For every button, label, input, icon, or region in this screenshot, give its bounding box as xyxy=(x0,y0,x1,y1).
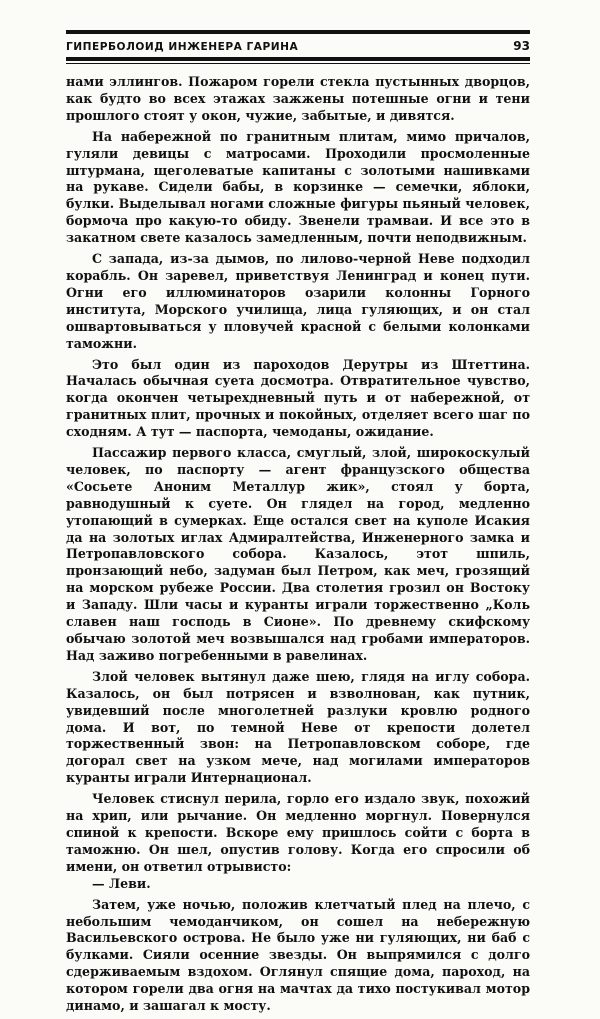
paragraph: Человек стиснул перила, горло его издало звук, похожий на хрип, или рычание. Он медленно моргнул. Повернулся спиной к крепости. Вскоре ему пришлось сойти с борта в таможню. Он шел, опустив голову. Когда его спросили об имени, он ответил отрывисто: xyxy=(66,791,530,874)
paragraph: На набережной по гранитным плитам, мимо причалов, гуляли девицы с матросами. Проходили просмоленные штурмана, щеголеватые капитаны с золотыми нашивками на рукаве. Сидели бабы, в корзинке — семечки, яблоки, булки. Выделывал ногами сложные фигуры пьяный человек, бормоча про какую-то обиду. Звенели трамваи. И все это в закатном свете казалось замедленным, почти неподвижным. xyxy=(66,128,530,246)
running-header xyxy=(66,39,530,53)
paragraph: Это был один из пароходов Дерутры из Штеттина. Началась обычная суета досмотра. Отвратительное чувство, когда окончен четырехдневный путь и от набережной, от гранитных плит, прочных и покойных, отделяет всего шаг по сходням. А тут — паспорта, чемоданы, ожидание. xyxy=(66,356,530,440)
dialogue-line: — Леви. xyxy=(92,875,151,891)
book-page xyxy=(66,30,530,1019)
paragraph: Злой человек вытянул даже шею, глядя на иглу собора. Казалось, он был потрясен и взволнован, как путник, увидевший после многолетней разлуки кровлю родного дома. И вот, по темной Неве от крепости долетел торжественный звон: на Петропавловском соборе, где догорал свет на узком мече, над могилами императоров куранты играли Интернационал. xyxy=(66,668,530,786)
paragraph: С запада, из-за дымов, по лилово-черной Неве подходил корабль. Он заревел, приветствуя Ленинград и конец пути. Огни его иллюминаторов озарили колонны Горного института, Морского училища, лица гуляющих, и он стал ошвартовываться у пловучей красной с белыми колонками таможни. xyxy=(66,251,530,351)
header-rule-bottom xyxy=(66,57,530,61)
page-number: 93 xyxy=(513,39,530,53)
paragraph: Пассажир первого класса, смуглый, злой, широкоскулый человек, по паспорту — агент французского общества «Сосьете Аноним Металлур жик», стоял у борта, равнодушный к суете. Он глядел на город, медленно утопающий в сумерках. Еще остался свет на куполе Исакия да на золотых иглах Адмиралтейства, Инженерного замка и Петропавловского собора. Казалось, этот шпиль, пронзающий небо, задуман был Петром, как меч, грозящий на морском рубеже России. Два столетия грозил он Востоку и Западу. Шли часы и куранты играли торжественно „Коль славен наш господь в Сионе». По древнему скифскому обычаю золотой меч возвышался над гробами императоров. Над заживо погребенными в равелинах. xyxy=(66,445,530,663)
header-rule-thin xyxy=(66,63,530,64)
header-rule-top xyxy=(66,30,530,34)
body-text xyxy=(66,74,530,1015)
paragraph: Затем, уже ночью, положив клетчатый плед на плечо, с небольшим чемоданчиком, он сошел на небережную Васильевского острова. Не было уже ни гуляющих, ни баб с булками. Сияли осенние звезды. Он выпрямился с долго сдерживаемым вздохом. Оглянул спящие дома, пароход, на котором горели два огня на мачтах да тихо постукивал мотор динамо, и зашагал к мосту. xyxy=(66,896,530,1014)
book-title: ГИПЕРБОЛОИД ИНЖЕНЕРА ГАРИНА xyxy=(66,41,299,53)
paragraph: нами эллингов. Пожаром горели стекла пустынных дворцов, как будто во всех этажах зажжены потешные огни и тени прошлого стоят у окон, чужие, забытые, и дивятся. xyxy=(66,74,530,123)
